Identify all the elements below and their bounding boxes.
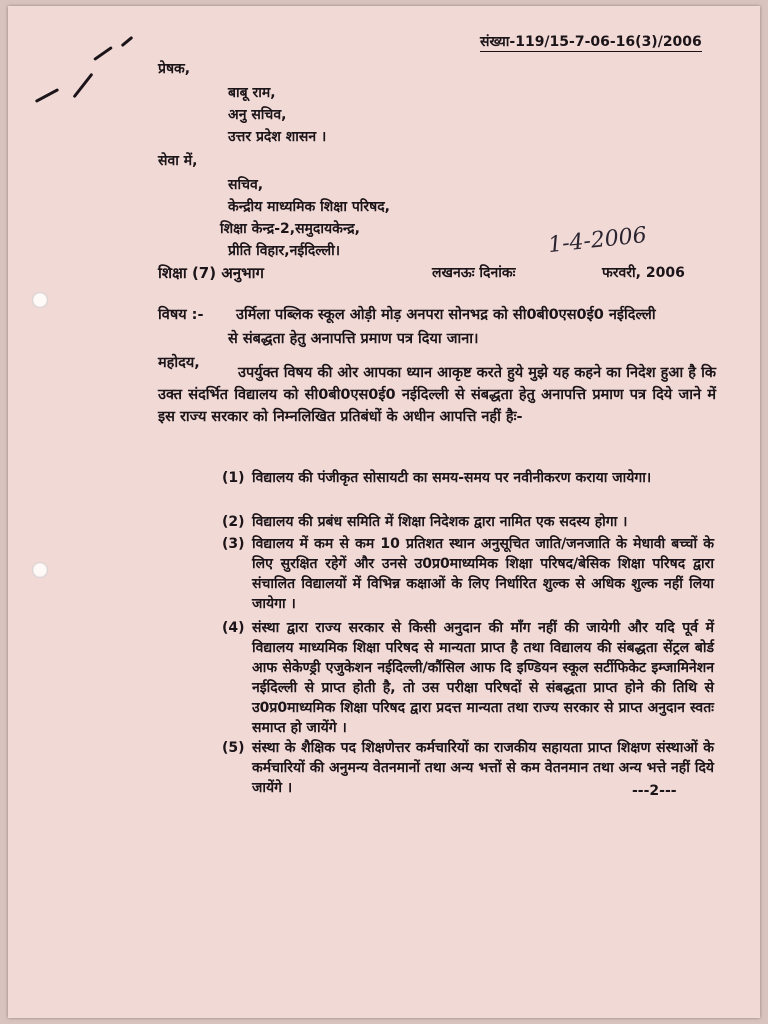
condition-number: (3) [222, 536, 245, 552]
recipient-line-1: सचिव, [228, 177, 264, 193]
subject-line-1: उर्मिला पब्लिक स्कूल ओड़ी मोड़ अनपरा सोनभद्र को सी0बी0एस0ई0 नईदिल्ली [236, 307, 656, 323]
recipient-label: सेवा में, [158, 153, 198, 169]
condition-text: संस्था द्वारा राज्य सरकार से किसी अनुदान की माँग नहीं की जायेगी और यदि पूर्व में विद्यालय माध्यमिक शिक्षा परिषद से मान्यता प्राप्त है तथा विद्यालय की संबद्धता सेंट्रल बोर्ड आफ सेकेण्ड्री एजुकेशन नईदिल्ली/कौंसिल आफ दि इण्डियन स्कूल सर्टीफिकेट इम्जामिनेशन नईदिल्ली से प्राप्त होती है, तो उस परीक्षा परिषदों से संबद्धता प्राप्त होने की तिथि से उ0प्र0माध्यमिक शिक्षा परिषद द्वारा प्रदत्त मान्यता तथा राज्य सरकार से प्राप्त अनुदान स्वतः समाप्त हो जायेंगे । [252, 620, 714, 736]
subject-label: विषय :- [158, 307, 204, 323]
page-continuation: ---2--- [632, 783, 677, 799]
salutation: महोदय, [158, 355, 200, 371]
recipient-line-4: प्रीति विहार,नईदिल्ली। [228, 243, 341, 259]
letter-page [8, 6, 760, 1018]
sender-office: उत्तर प्रदेश शासन । [228, 129, 327, 145]
body-paragraph: उपर्युक्त विषय की ओर आपका ध्यान आकृष्ट करते हुये मुझे यह कहने का निदेश हुआ है कि उक्त संदर्भित विद्यालय को सी0बी0एस0ई0 नईदिल्ली से संबद्धता हेतु अनापत्ति प्रमाण पत्र दिये जाने में इस राज्य सरकार को निम्नलिखित प्रतिबंधों के अधीन आपत्ति नहीं हैः- [158, 365, 716, 425]
punch-hole-bottom [32, 562, 48, 578]
condition-number: (2) [222, 514, 245, 530]
sender-label: प्रेषक, [158, 61, 191, 77]
sender-designation: अनु सचिव, [228, 107, 287, 123]
pen-mark-2 [73, 73, 94, 98]
reference-number: संख्या-119/15-7-06-16(3)/2006 [480, 34, 702, 50]
date-suffix: फरवरी, 2006 [602, 265, 685, 281]
punch-hole-top [32, 292, 48, 308]
condition-text: विद्यालय में कम से कम 10 प्रतिशत स्थान अनुसूचित जाति/जनजाति के मेधावी बच्चों के लिए सुरक्षित रहेगें और उनसे उ0प्र0माध्यमिक शिक्षा परिषद/बेसिक शिक्षा परिषद द्वारा संचालित विद्यालयों में विभिन्न कक्षाओं के लिए निर्धारित शुल्क से अधिक शुल्क नहीं लिया जायेगा । [252, 536, 714, 612]
condition-item-1 [222, 468, 692, 488]
sender-name: बाबू राम, [228, 85, 276, 101]
pen-mark-1 [35, 88, 59, 103]
condition-number: (4) [222, 620, 245, 636]
condition-number: (1) [222, 470, 245, 486]
condition-text: संस्था के शैक्षिक पद शिक्षणेत्तर कर्मचारियों का राजकीय सहायता प्राप्त शिक्षण संस्थाओं के कर्मचारियों की अनुमन्य वेतनमानों तथा अन्य भत्तों से कम वेतनमान तथा अन्य भत्ते नहीं दिये जायेंगे । [252, 740, 714, 796]
condition-number: (5) [222, 740, 245, 756]
condition-item-2 [222, 512, 714, 532]
condition-item-3 [222, 534, 714, 614]
subject-line-2: से संबद्धता हेतु अनापत्ति प्रमाण पत्र दिया जाना। [228, 331, 479, 347]
condition-item-4 [222, 618, 714, 738]
pen-mark-3 [93, 46, 113, 61]
date-prefix: लखनऊः दिनांकः [432, 265, 516, 281]
handwritten-date: 1-4-2006 [546, 222, 648, 259]
condition-text: विद्यालय की पंजीकृत सोसायटी का समय-समय पर नवीनीकरण कराया जायेगा। [252, 470, 652, 486]
pen-mark-4 [121, 36, 134, 47]
recipient-line-3: शिक्षा केन्द्र-2,समुदायकेन्द्र, [220, 221, 360, 237]
recipient-line-2: केन्द्रीय माध्यमिक शिक्षा परिषद, [228, 199, 390, 215]
condition-text: विद्यालय की प्रबंध समिति में शिक्षा निदेशक द्वारा नामित एक सदस्य होगा । [252, 514, 628, 530]
section-name: शिक्षा (7) अनुभाग [158, 264, 264, 282]
